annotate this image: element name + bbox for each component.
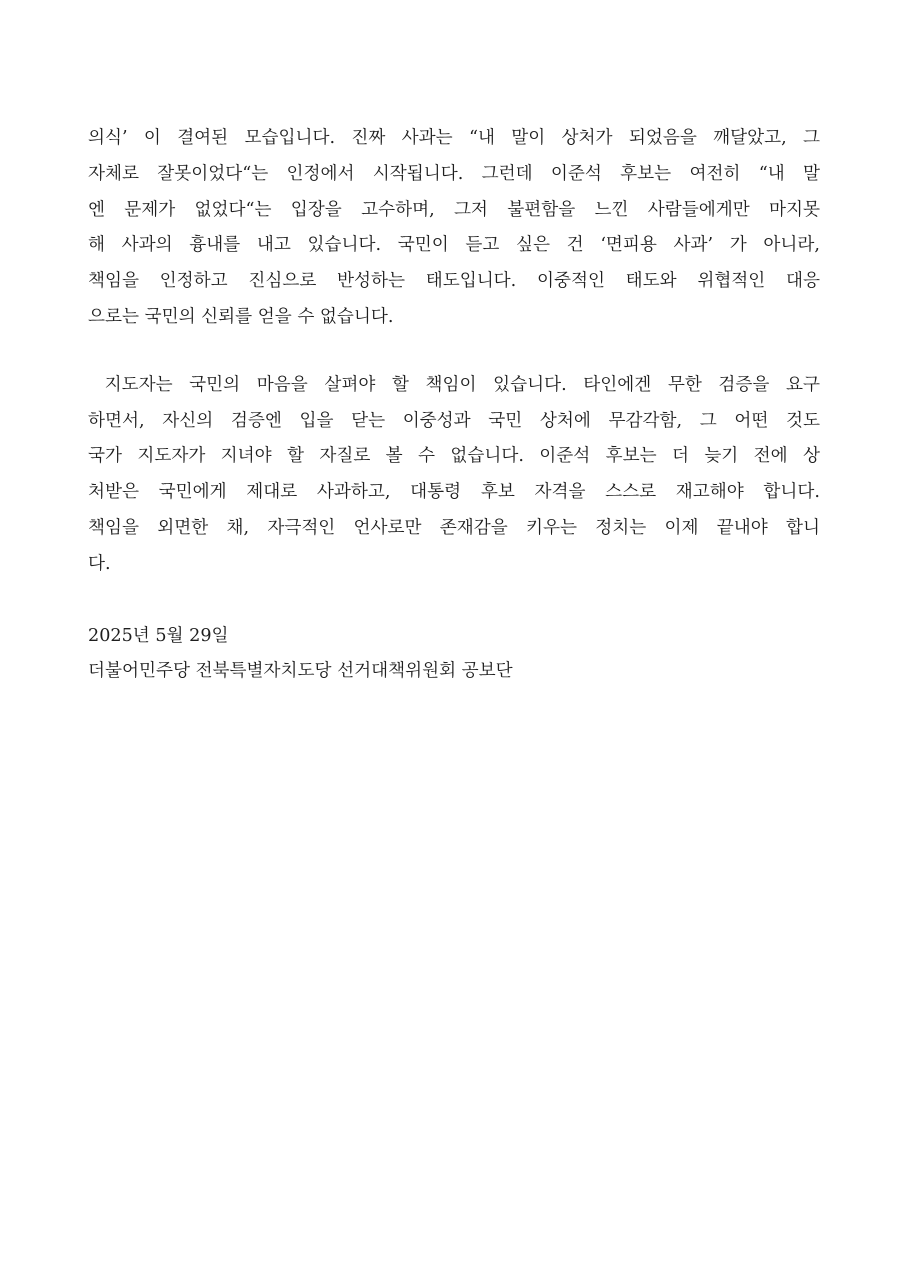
text-line: 엔 문제가 없었다“는 입장을 고수하며, 그저 불편함을 느낀 사람들에게만 마지못	[88, 199, 820, 220]
text-line: 자체로 잘못이었다“는 인정에서 시작됩니다. 그런데 이준석 후보는 여전히 “내 말	[88, 163, 820, 184]
text-line: 다.	[88, 553, 111, 574]
text-line: 국가 지도자가 지녀야 할 자질로 볼 수 없습니다. 이준석 후보는 더 늦기 전에 상	[88, 446, 820, 467]
text-line: 의식’ 이 결여된 모습입니다. 진짜 사과는 “내 말이 상처가 되었음을 깨달았고, 그	[88, 128, 820, 148]
text-line: 책임을 외면한 채, 자극적인 언사로만 존재감을 키우는 정치는 이제 끝내야 합니	[88, 517, 820, 538]
text-line: 책임을 인정하고 진심으로 반성하는 태도입니다. 이중적인 태도와 위협적인 대응	[88, 271, 820, 292]
paragraph-2	[88, 368, 820, 583]
text-line: 해 사과의 흉내를 내고 있습니다. 국민이 듣고 싶은 건 ‘면피용 사과’ 가 아니라,	[88, 235, 820, 256]
text-line: 처받은 국민에게 제대로 사과하고, 대통령 후보 자격을 스스로 재고해야 합니다.	[88, 482, 820, 503]
document-body	[88, 121, 820, 690]
paragraph-1	[88, 121, 820, 336]
document-date: 2025년 5월 29일	[88, 625, 229, 646]
text-line: 으로는 국민의 신뢰를 얻을 수 없습니다.	[88, 306, 394, 327]
text-line: 하면서, 자신의 검증엔 입을 닫는 이중성과 국민 상처에 무감각함, 그 어떤 것도	[88, 410, 820, 431]
signature-block	[88, 619, 820, 691]
issuer-name: 더불어민주당 전북특별자치도당 선거대책위원회 공보단	[88, 661, 513, 682]
text-line: 지도자는 국민의 마음을 살펴야 할 책임이 있습니다. 타인에겐 무한 검증을 요구	[88, 374, 820, 395]
